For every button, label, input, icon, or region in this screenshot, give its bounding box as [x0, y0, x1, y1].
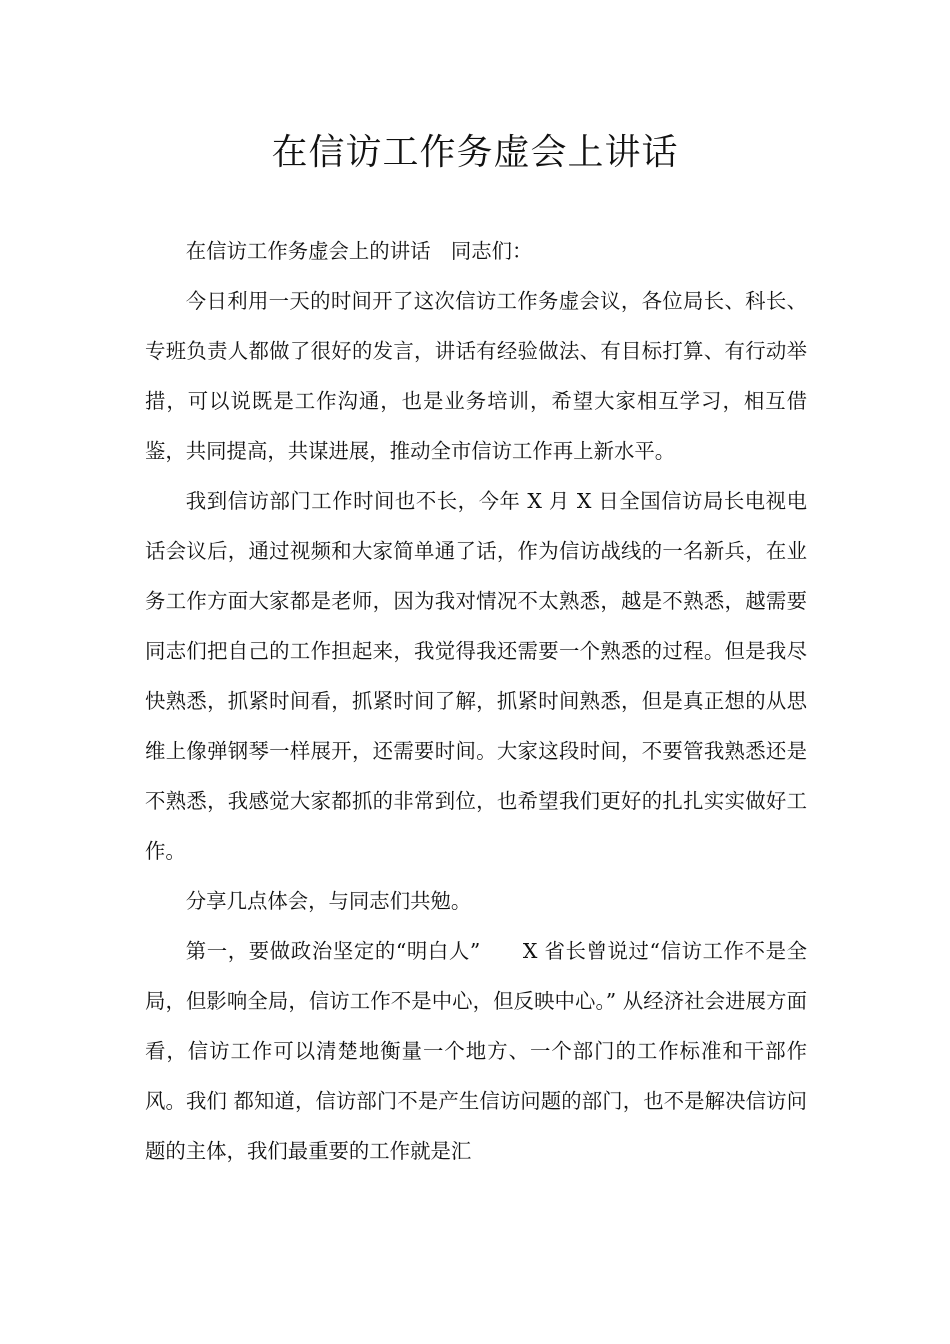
document-title: 在信访工作务虚会上讲话: [271, 132, 679, 173]
paragraph-opening: 今日利用一天的时间开了这次信访工作务虚会议，各位局长、科长、专班负责人都做了很好的发言，讲话有经验做法、有目标打算、有行动举措，可以说既是工作沟通，也是业务培训，希望大家相互学习，相互借鉴，共同提高，共谋进展，推动全市信访工作再上新水平。: [145, 289, 807, 463]
paragraph-point-one: 第一，要做政治坚定的“明白人” X 省长曾说过“信访工作不是全局，但影响全局，信访工作不是中心，但反映中心。” 从经济社会进展方面看，信访工作可以清楚地衡量一个地方、一个部门的工作标准和干部作风。我们 都知道，信访部门不是产生信访问题的部门，也不是解决信访问 题的主体，我们最重要的工作就是汇: [145, 939, 807, 1163]
document-body: [145, 226, 807, 1176]
paragraph-transition: 分享几点体会，与同志们共勉。: [185, 889, 472, 913]
paragraph-greeting: 在信访工作务虚会上的讲话 同志们：: [185, 239, 533, 263]
paragraph-background: 我到信访部门工作时间也不长，今年 X 月 X 日全国信访局长电视电话会议后，通过视频和大家简单通了话，作为信访战线的一名新兵，在业务工作方面大家都是老师，因为我对情况不太熟悉，越是不熟悉，越需要同志们把自己的工作担起来，我觉得我还需要一个熟悉的过程。但是我尽快熟悉，抓紧时间看，抓紧时间了解，抓紧时间熟悉，但是真正想的从思维上像弹钢琴一样展开，还需要时间。大家这段时间，不要管我熟悉还是不熟悉，我感觉大家都抓的非常到位，也希望我们更好的扎扎实实做好工作。: [145, 489, 807, 863]
